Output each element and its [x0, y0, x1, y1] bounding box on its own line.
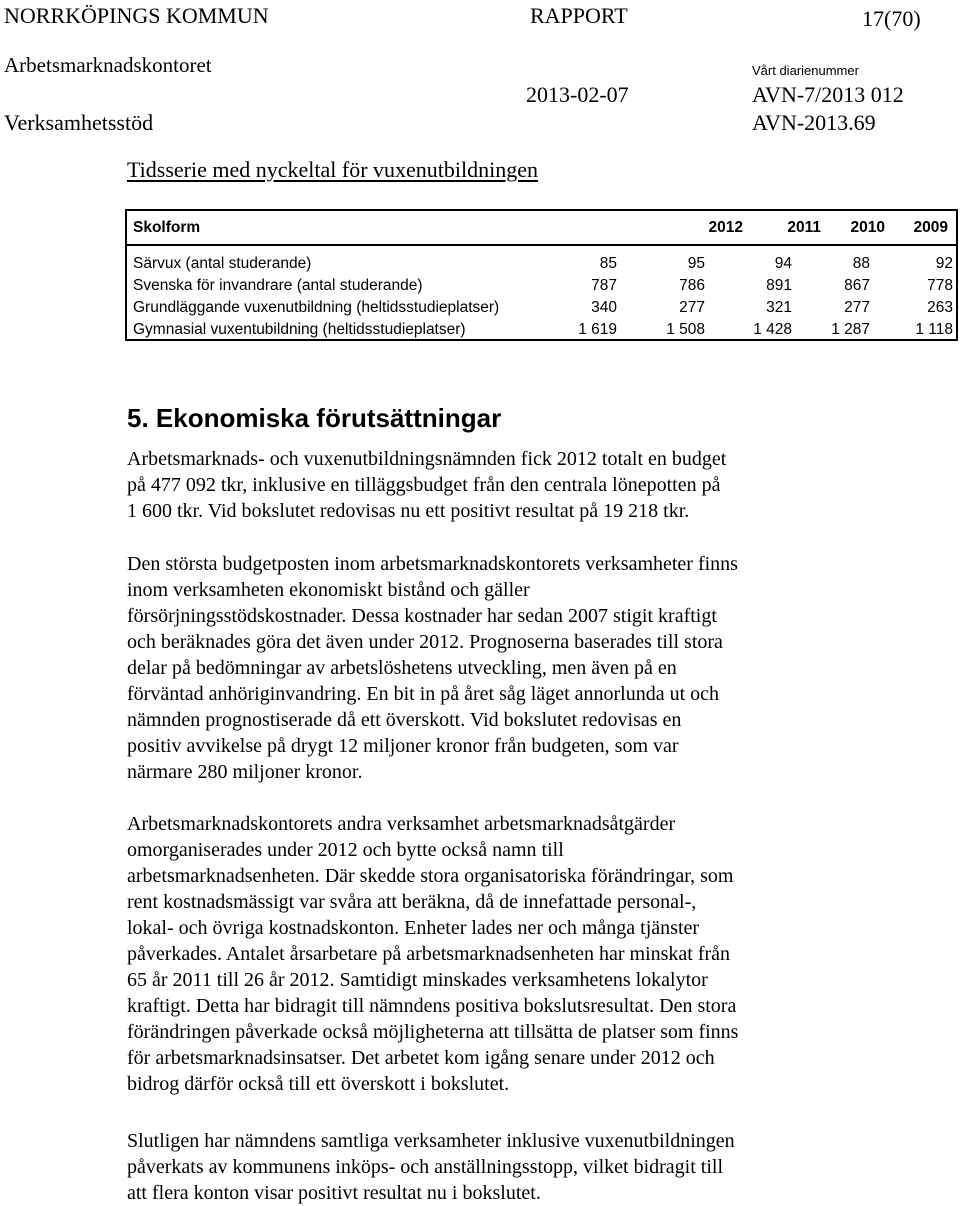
text-line: nämnden prognostiserade då ett överskott. Vid bokslutet redovisas en — [127, 709, 682, 731]
diary-number-1: AVN-7/2013 012 — [752, 82, 904, 107]
table-row — [127, 253, 956, 275]
text-line: omorganiserades under 2012 och bytte också namn till — [127, 839, 564, 861]
text-line: bidrog därför också till ett överskott i bokslutet. — [127, 1073, 510, 1095]
text-line: inom verksamheten ekonomiskt bistånd och gäller — [127, 579, 530, 601]
row-label: Särvux (antal studerande) — [133, 255, 312, 272]
row-label: Gymnasial vuxentubildning (heltidsstudieplatser) — [133, 321, 466, 338]
text-line: delar på bedömningar av arbetslöshetens utveckling, men även på en — [127, 657, 677, 679]
cell-value: 88 — [852, 255, 870, 272]
paragraph-largest-post — [127, 551, 957, 785]
text-line: förändringen påverkade också möjligheterna att tillsätta de platser som finns — [127, 1021, 739, 1043]
cell-value: 867 — [844, 277, 870, 294]
text-line: och beräknades göra det även under 2012. Prognoserna baserades till stora — [127, 631, 723, 653]
department-name: Verksamhetsstöd — [4, 110, 154, 135]
paragraph-budget — [127, 446, 957, 524]
diary-label: Vårt diarienummer — [752, 63, 859, 78]
text-line: 1 600 tkr. Vid bokslutet redovisas nu ett positivt resultat på 19 218 tkr. — [127, 500, 690, 522]
row-label: Grundläggande vuxenutbildning (heltidsstudieplatser) — [133, 299, 500, 316]
text-line: arbetsmarknadsenheten. Där skedde stora organisatoriska förändringar, som — [127, 865, 734, 887]
cell-value: 85 — [599, 255, 617, 272]
cell-value: 1 428 — [753, 321, 792, 338]
cell-value: 1 287 — [831, 321, 870, 338]
key-figures-table — [125, 209, 958, 341]
table-row — [127, 297, 956, 319]
paragraph-labour-market — [127, 811, 957, 1097]
cell-value: 340 — [591, 299, 617, 316]
cell-value: 891 — [766, 277, 792, 294]
text-line: positiv avvikelse på drygt 12 miljoner kronor från budgeten, som var — [127, 735, 679, 757]
table-row — [127, 275, 956, 297]
column-header: 2011 — [787, 219, 821, 236]
section-heading: 5. Ekonomiska förutsättningar — [127, 403, 502, 433]
cell-value: 263 — [927, 299, 953, 316]
cell-value: 787 — [591, 277, 617, 294]
text-line: Den största budgetposten inom arbetsmarknadskontorets verksamheter finns — [127, 553, 738, 575]
diary-number-2: AVN-2013.69 — [752, 110, 876, 135]
table-row — [127, 319, 956, 341]
cell-value: 321 — [766, 299, 792, 316]
text-line: kraftigt. Detta har bidragit till nämndens positiva bokslutsresultat. Den stora — [127, 995, 737, 1017]
cell-value: 1 118 — [915, 321, 953, 338]
cell-value: 95 — [687, 255, 705, 272]
text-line: för arbetsmarknadsinsatser. Det arbetet kom igång senare under 2012 och — [127, 1047, 715, 1069]
cell-value: 1 508 — [666, 321, 705, 338]
office-name: Arbetsmarknadskontoret — [4, 53, 212, 77]
table-title: Tidsserie med nyckeltal för vuxenutbildningen — [127, 157, 539, 182]
text-line: påverkades. Antalet årsarbetare på arbetsmarknadsenheten har minskat från — [127, 943, 731, 965]
table-header-row — [127, 211, 956, 246]
text-line: Arbetsmarknads- och vuxenutbildningsnämnden fick 2012 totalt en budget — [127, 448, 727, 470]
text-line: på 477 092 tkr, inklusive en tilläggsbudget från den centrala lönepotten på — [127, 474, 721, 496]
text-line: närmare 280 miljoner kronor. — [127, 761, 363, 783]
text-line: Slutligen har nämndens samtliga verksamheter inklusive vuxenutbildningen — [127, 1130, 735, 1152]
text-line: påverkats av kommunens inköps- och anställningsstopp, vilket bidragit till — [127, 1156, 724, 1178]
paragraph-conclusion — [127, 1128, 957, 1206]
column-header: Skolform — [133, 219, 201, 236]
cell-value: 778 — [927, 277, 953, 294]
report-date: 2013-02-07 — [526, 82, 629, 107]
column-header: 2012 — [708, 219, 743, 236]
text-line: förväntad anhöriginvandring. En bit in på året såg läget annorlunda ut och — [127, 683, 720, 705]
cell-value: 1 619 — [578, 321, 617, 338]
column-header: 2010 — [850, 219, 885, 236]
document-type: RAPPORT — [530, 3, 628, 28]
text-line: 65 år 2011 till 26 år 2012. Samtidigt minskades verksamhetens lokalytor — [127, 969, 708, 991]
municipality-name: NORRKÖPINGS KOMMUN — [4, 3, 269, 28]
page-number: 17(70) — [862, 6, 921, 31]
cell-value: 94 — [774, 255, 792, 272]
column-header: 2009 — [913, 219, 948, 236]
cell-value: 786 — [679, 277, 705, 294]
cell-value: 277 — [844, 299, 870, 316]
text-line: försörjningsstödskostnader. Dessa kostnader har sedan 2007 stigit kraftigt — [127, 605, 717, 627]
text-line: rent kostnadsmässigt var svåra att beräkna, då de innefattade personal-, — [127, 891, 697, 913]
text-line: att flera konton visar positivt resultat nu i bokslutet. — [127, 1182, 541, 1204]
cell-value: 277 — [679, 299, 705, 316]
row-label: Svenska för invandrare (antal studerande) — [133, 277, 423, 294]
text-line: Arbetsmarknadskontorets andra verksamhet arbetsmarknadsåtgärder — [127, 813, 676, 835]
text-line: lokal- och övriga kostnadskonton. Enheter lades ner och många tjänster — [127, 917, 700, 939]
cell-value: 92 — [935, 255, 953, 272]
